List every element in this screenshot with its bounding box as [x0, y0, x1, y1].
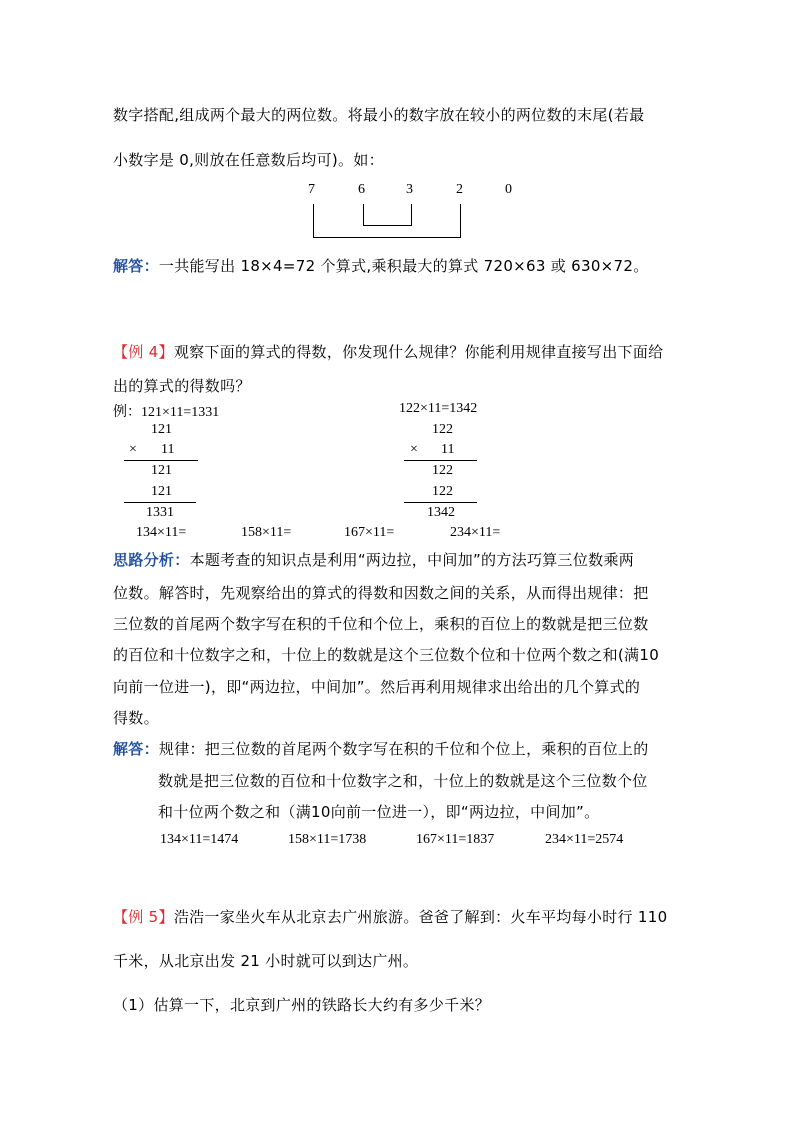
digit-3: 3: [406, 182, 413, 197]
calc-multiplicand: 121: [151, 422, 172, 437]
question-3: 167×11=: [344, 525, 395, 540]
analysis-line-3: 三位数的首尾两个数字写在积的千位和个位上，乘积的百位上的数就是把三位数: [113, 615, 649, 633]
calc-times-sign: ×: [410, 442, 418, 457]
answer-3: [113, 255, 649, 276]
answer-label: 解答：: [113, 740, 159, 758]
calc-multiplicand: 122: [432, 422, 453, 437]
intro-line-2: 小数字是 0,则放在任意数后均可)。如：: [113, 151, 384, 169]
result-1: 134×11=1474: [160, 832, 239, 847]
question-2: 158×11=: [241, 525, 292, 540]
question-1: 134×11=: [136, 525, 187, 540]
answer-4-line-3: 和十位两个数之和（满10向前一位进一），即“两边拉，中间加”。: [158, 803, 600, 821]
calc-multiplier: 11: [161, 442, 175, 457]
digit-4: 2: [456, 182, 463, 197]
calc-rule: [124, 502, 196, 503]
example-5-line-1: [113, 906, 667, 927]
answer-text: 一共能写出 18×4=72 个算式,乘积最大的算式 720×63 或 630×72。: [158, 257, 649, 275]
intro-line-1: 数字搭配,组成两个最大的两位数。将最小的数字放在较小的两位数的末尾(若最: [113, 106, 645, 124]
example-5-text: 浩浩一家坐火车从北京去广州旅游。爸爸了解到：火车平均每小时行 110: [173, 908, 668, 926]
answer-4-line-1: [113, 738, 649, 759]
example-label: 例：121×11=1331: [113, 405, 220, 420]
analysis-line-4: 的百位和十位数字之和，十位上的数就是这个三位数个位和十位两个数之和(满10: [113, 646, 660, 664]
result-2: 158×11=1738: [288, 832, 367, 847]
calc-partial-1: 122: [432, 463, 453, 478]
result-4: 234×11=2574: [545, 832, 624, 847]
example-4-text: 观察下面的算式的得数，你发现什么规律？你能利用规律直接写出下面给: [173, 343, 664, 361]
inner-bracket-left: [363, 204, 364, 226]
outer-bracket-left: [313, 204, 314, 238]
calc-product: 1342: [427, 505, 455, 520]
example-4-line-2: 出的算式的得数吗？: [113, 377, 251, 395]
digit-5: 0: [505, 182, 512, 197]
result-3: 167×11=1837: [416, 832, 495, 847]
digit-2: 6: [358, 182, 365, 197]
example-tag: 【例 4】: [113, 343, 174, 361]
analysis-line-2: 位数。解答时，先观察给出的算式的得数和因数之间的关系，从而得出规律：把: [113, 584, 649, 602]
answer-text: 规律：把三位数的首尾两个数字写在积的千位和个位上，乘积的百位上的: [158, 740, 649, 758]
example-4-line-1: [113, 341, 663, 362]
analysis-text: 本题考查的知识点是利用“两边拉，中间加”的方法巧算三位数乘两: [189, 551, 635, 569]
calc-product: 1331: [146, 505, 174, 520]
calc-rule: [404, 502, 477, 503]
question-4: 234×11=: [450, 525, 501, 540]
inner-bracket-bottom: [363, 225, 412, 226]
answer-4-line-2: 数就是把三位数的百位和十位数字之和，十位上的数就是这个三位数个位: [158, 772, 648, 790]
analysis-line-1: [113, 549, 634, 570]
inner-bracket-right: [411, 204, 412, 226]
calc-rule: [124, 460, 198, 461]
answer-label: 解答：: [113, 257, 159, 275]
calc-multiplier: 11: [441, 442, 455, 457]
calc-partial-2: 122: [432, 484, 453, 499]
calc-partial-1: 121: [151, 463, 172, 478]
example-tag: 【例 5】: [113, 908, 174, 926]
calc-rule: [404, 460, 477, 461]
analysis-line-5: 向前一位进一)，即“两边拉，中间加”。然后再利用规律求出给出的几个算式的: [113, 678, 641, 696]
analysis-label: 思路分析：: [113, 551, 190, 569]
digit-1: 7: [308, 182, 315, 197]
calc-times-sign: ×: [129, 442, 137, 457]
outer-bracket-bottom: [313, 237, 461, 238]
analysis-line-6: 得数。: [113, 709, 159, 727]
outer-bracket-right: [460, 204, 461, 238]
calc-partial-2: 121: [151, 484, 172, 499]
example-5-question-1: （1）估算一下，北京到广州的铁路长大约有多少千米？: [113, 996, 491, 1014]
example-5-line-2: 千米，从北京出发 21 小时就可以到达广州。: [113, 952, 419, 970]
example-right: 122×11=1342: [399, 401, 478, 416]
